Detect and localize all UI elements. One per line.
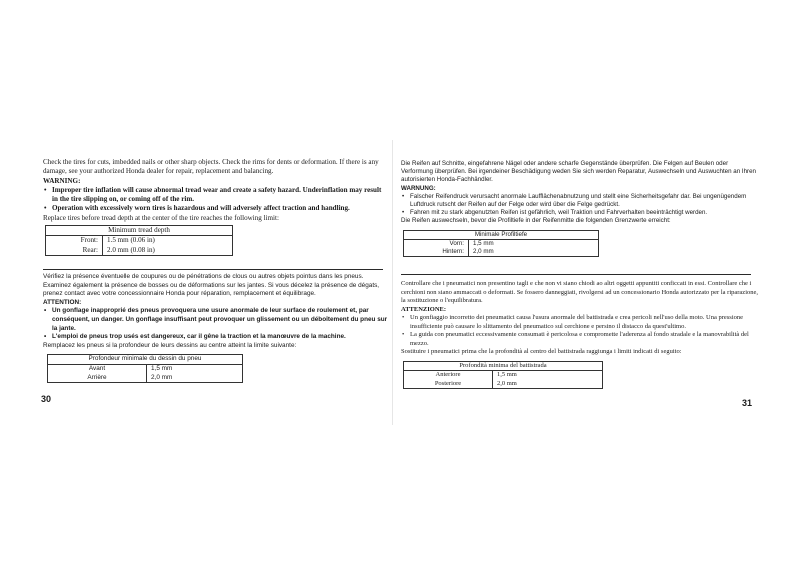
french-section (43, 273, 388, 383)
french-warning-title: ATTENTION: (43, 298, 82, 306)
german-front-value: 1,5 mm (469, 239, 599, 248)
german-intro: Die Reifen auf Schnitte, eingefahrene Nägel oder andere scharfe Gegenstände überprüfen. Die Felgen auf Beulen oder Verformung überprüfen. Bei irgendeiner Beschädigung weden Sie sich werden Reparatur, Auswechseln und Auswuchten an Ihren autorisierten Honda-Fachhändler. (401, 160, 756, 184)
english-section (43, 158, 388, 256)
table-row (46, 236, 233, 246)
italian-table-header: Profondità minima del battistrada (404, 361, 603, 371)
section-divider-left (43, 269, 383, 270)
italian-front-value: 1,5 mm (493, 371, 603, 380)
italian-front-label: Anteriore (404, 371, 493, 380)
german-replace-text: Die Reifen auswechseln, bevor die Profiltiefe in der Reifenmitte die folgenden Grenzwerte erreicht: (401, 217, 671, 225)
german-warning-1: • Falscher Reifendruck verursacht anormale Laufflächenabnutzung und stellt eine Sicherheitsgefahr dar. Bei ungenügendem Luftdruck rutscht der Reifen auf der Felge oder wird über die Felge gedrückt. (401, 193, 758, 209)
page-left (35, 150, 388, 420)
french-warning-list (43, 307, 388, 341)
english-warning-1: • Improper tire inflation will cause abnormal tread wear and create a safety hazard. Underinflation may result in the tire slipping on, or coming off of the rim. (43, 186, 388, 205)
italian-warning-1: • Un gonfiaggio incorretto dei pneumatici causa l'usura anormale del battistrada e crea pericoli nell'uso della moto. Una pressione insufficiente può causare lo slittamento del pneumatico sul cerchione e persino il distacco da quest'ultimo. (401, 314, 758, 331)
french-table-header: Profondeur minimale du dessin du pneu (48, 355, 243, 365)
english-tread-table (45, 225, 233, 256)
french-front-value: 1,5 mm (147, 364, 243, 373)
english-warning-list (43, 186, 388, 214)
italian-warning-2: • La guida con pneumatici eccessivamente consumati è pericolosa e compromette l'aderenza al fondo stradale e la manovrabilità del mezzo. (401, 331, 758, 348)
german-front-label: Vorn: (404, 239, 469, 248)
german-rear-value: 2,0 mm (469, 248, 599, 257)
page-right (397, 150, 758, 420)
german-rear-label: Hintern: (404, 248, 469, 257)
italian-intro: Controllare che i pneumatici non presentino tagli e che non vi siano chiodi ao altri oggetti appuntiti conficcati in essi. Controllare che i cerchioni non siano ammaccati o deformati. Se fossero danneggiati, rivolgersi ad un concessionario Honda autorizzato per la riparazione, la sostituzione o l'equilibratura. (401, 280, 759, 304)
italian-section (401, 280, 758, 389)
section-divider-right (401, 274, 751, 275)
german-warning-title: WARNUNG: (401, 184, 436, 192)
german-table-header: Minimale Profiltiefe (404, 230, 599, 239)
italian-warning-title: ATTENZIONE: (401, 305, 447, 313)
english-rear-label: Rear: (46, 246, 103, 256)
page-number-left: 30 (41, 394, 52, 404)
table-row (404, 371, 603, 380)
german-section (401, 160, 758, 257)
english-rear-value: 2.0 mm (0.08 in) (103, 246, 233, 256)
french-intro: Vérifiez la présence éventuelle de coupures ou de pénétrations de clous ou autres objets pointus dans les pneus. Examinez également la présence de bosses ou de déformations sur les jantes. Si vous décelez la présence de dégats, prenez contact avec votre concessionnaire Honda pour réparation, remplacement et équilibrage. (43, 273, 380, 298)
table-row (48, 364, 243, 373)
table-row (404, 239, 599, 248)
italian-replace-text: Sostituire i pneumatici prima che la profondità al centro del battistrada raggiunga i limiti indicati di seguito: (401, 348, 682, 355)
english-table-header: Minimum tread depth (46, 226, 233, 236)
english-warning-title: WARNING: (43, 176, 81, 185)
italian-rear-label: Posteriore (404, 380, 493, 389)
table-row (48, 374, 243, 383)
french-tread-table (47, 354, 243, 383)
german-tread-table (403, 230, 599, 258)
english-warning-2: • Operation with excessively worn tires is hazardous and will adversely affect traction and handling. (43, 204, 388, 213)
french-front-label: Avant (48, 364, 147, 373)
german-warning-list (401, 193, 758, 218)
page-number-right: 31 (741, 398, 752, 408)
french-warning-1: • Un gonflage inapproprié des pneus provoquera une usure anormale de leur surface de roulement et, par conséquent, un danger. Un gonflage insuffisant peut provoquer un glissement ou un déboîtement du pneu sur la jante. (43, 307, 388, 333)
french-warning-2: • L'emploi de pneus trop usés est dangereux, car il gêne la traction et la manœuvre de la machine. (43, 333, 388, 342)
french-replace-text: Remplacez les pneus si la profondeur de leurs dessins au centre atteint la limite suivante: (43, 341, 297, 349)
french-rear-label: Arrière (48, 374, 147, 383)
english-front-label: Front: (46, 236, 103, 246)
italian-tread-table (403, 361, 603, 390)
italian-warning-list (401, 314, 758, 348)
table-row (404, 248, 599, 257)
page-gutter (392, 140, 393, 425)
italian-rear-value: 2,0 mm (493, 380, 603, 389)
table-row (404, 380, 603, 389)
german-warning-2: • Fahren mit zu stark abgenutzten Reifen ist gefährlich, weil Traktion und Fahrverhalten beeinträchtigt werden. (401, 209, 758, 217)
table-row (46, 246, 233, 256)
english-replace-text: Replace tires before tread depth at the center of the tire reaches the following limit: (43, 213, 279, 222)
english-intro: Check the tires for cuts, imbedded nails or other sharp objects. Check the rims for dents or deformation. If there is any damage, see your authorized Honda dealer for repair, replacement and balancing. (43, 158, 379, 176)
french-rear-value: 2,0 mm (147, 374, 243, 383)
english-front-value: 1.5 mm (0.06 in) (103, 236, 233, 246)
